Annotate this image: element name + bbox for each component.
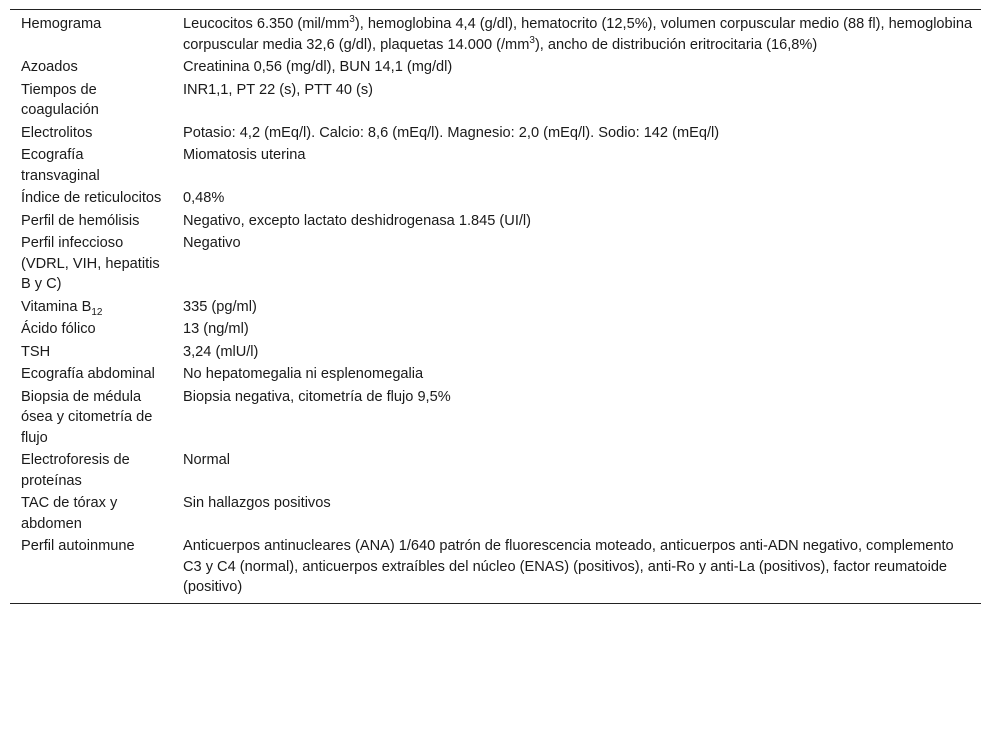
table-row-vitamina-b12 [10,296,981,319]
row-value: Miomatosis uterina [183,147,306,163]
row-value: 0,48% [183,190,225,206]
row-label: Biopsia de médula ósea y citometría de flujo [21,388,153,446]
lab-results-table [10,10,981,603]
row-label: TSH [21,343,51,360]
row-label: Ecografía transvaginal [21,147,100,184]
table-row-hemolisis [10,210,981,233]
table-row-tac [10,492,981,535]
table-row-electroforesis [10,449,981,492]
row-value: Negativo [183,235,241,251]
table-row-perfil-infeccioso [10,232,981,296]
row-value: Potasio: 4,2 (mEq/l). Calcio: 8,6 (mEq/l). Magnesio: 2,0 (mEq/l). Sodio: 142 (mEq/l) [183,124,720,141]
row-label: Tiempos de coagulación [21,81,99,118]
row-label: Perfil de hemólisis [21,212,140,229]
row-value: Anticuerpos antinucleares (ANA) 1/640 patrón de fluorescencia moteado, anticuerpos anti-ADN negativo, complemento C3 y C4 (normal), anticuerpos extraíbles del núcleo (ENAS) (positivos), anti-Ro y anti-La (positivos), factor reumatoide (positivo) [183,538,954,595]
table-row-acido-folico [10,318,981,341]
row-value: No hepatomegalia ni esplenomegalia [183,366,424,382]
row-label: Perfil autoinmune [21,538,135,554]
row-value: Biopsia negativa, citometría de flujo 9,5% [183,388,451,405]
table-row-tsh [10,341,981,364]
row-label: TAC de tórax y abdomen [21,495,118,532]
row-value: Leucocitos 6.350 $(mil/mm^3)$, hemoglobina 4,4 (g/dl), hematocrito (12,5%), volumen corpuscular medio (88 fl), hemoglobina corpuscular media 32,6 (g/dl), plaquetas 14.000 $(/mm^3)$, ancho de distribución eritrocitaria (16,8%) [183,14,973,53]
table-row-azoados [10,56,981,79]
row-value: Normal [183,452,231,468]
row-label: Índice de reticulocitos [21,190,162,206]
table-row-reticulocitos [10,187,981,210]
row-label: Hemograma [21,16,102,32]
row-label: Perfil infeccioso (VDRL, VIH, hepatitis B y C) [21,235,160,292]
table-row-ecografia-abdominal [10,363,981,386]
table-row-ecografia-transvaginal [10,144,981,187]
table-row-electrolitos [10,122,981,145]
lab-results-table-container [10,9,981,604]
table-row-coagulacion [10,79,981,122]
row-label: Ácido fólico [21,321,96,337]
row-value: INR1,1, PT 22 (s), PTT 40 (s) [183,81,374,98]
row-value: Negativo, excepto lactato deshidrogenasa 1.845 (UI/l) [183,212,532,229]
row-value: 335 (pg/ml) [183,298,257,315]
row-label: Electroforesis de proteínas [21,452,130,489]
row-label: Ecografía abdominal [21,366,155,382]
row-value: Creatinina 0,56 (mg/dl), BUN 14,1 (mg/dl) [183,59,453,75]
row-label: Vitamina $B_{12}$ [21,298,103,318]
row-label: Azoados [21,59,78,75]
table-row-perfil-autoinmune [10,535,981,603]
row-label: Electrolitos [21,124,93,141]
table-row-hemograma [10,10,981,56]
row-value: 13 (ng/ml) [183,321,249,337]
row-value: 3,24 (mlU/l) [183,343,259,360]
table-row-biopsia [10,386,981,450]
row-value: Sin hallazgos positivos [183,495,331,511]
